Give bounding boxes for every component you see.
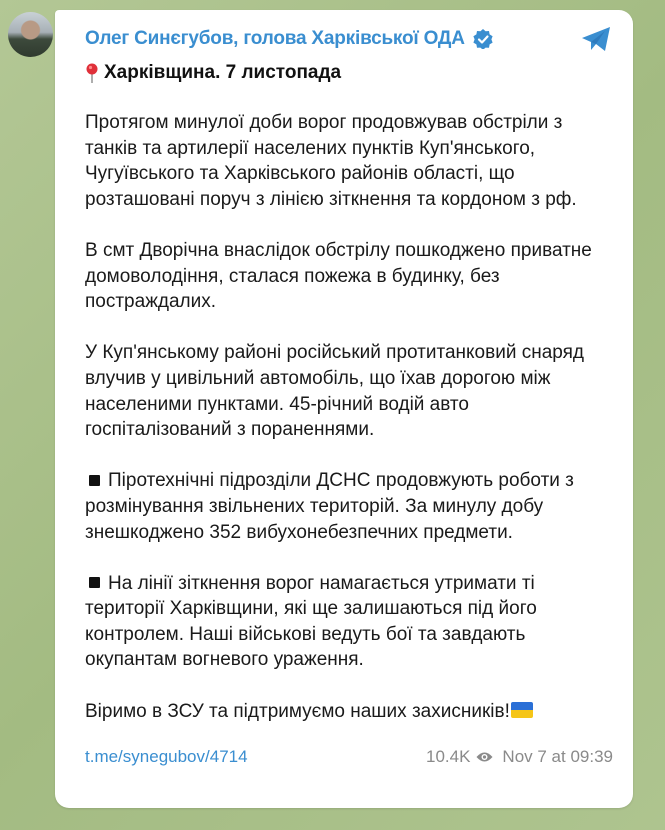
paragraph-closing: Віримо в ЗСУ та підтримуємо наших захисників!	[85, 699, 615, 725]
ukraine-flag-icon	[511, 702, 533, 718]
paragraph-bulleted: Піротехнічні підрозділи ДСНС продовжують роботи з розмінування звільнених територій. За минулу добу знешкоджено 352 вибухонебезпечних предмети.	[85, 470, 574, 543]
channel-name[interactable]: Олег Синєгубов, голова Харківської ОДА	[85, 28, 465, 49]
location-line	[85, 62, 341, 84]
message-meta	[426, 747, 613, 767]
verified-badge-icon	[473, 29, 493, 49]
paragraph: В смт Дворічна внаслідок обстрілу пошкоджено приватне домоволодіння, сталася пожежа в будинку, без постраждалих.	[85, 239, 592, 313]
message-header	[85, 28, 493, 50]
pushpin-icon	[85, 63, 99, 83]
timestamp: Nov 7 at 09:39	[502, 747, 613, 766]
eye-icon	[476, 751, 493, 763]
paragraph-bulleted: На лінії зіткнення ворог намагається утримати ті території Харківщини, які ще залишаються під його контролем. Наші військові ведуть бої та завдають окупантам вогневого ураження.	[85, 572, 537, 671]
post-link[interactable]: t.me/synegubov/4714	[85, 747, 248, 766]
message-footer	[85, 747, 613, 767]
message-bubble	[55, 10, 633, 808]
location-title: Харківщина. 7 листопада	[104, 62, 342, 83]
paragraph: Протягом минулої доби ворог продовжував обстріли з танків та артилерії населених пунктів Куп'янського, Чугуївського та Харківського районів області, що розташовані поруч з лінією зіткнення та кордоном з рф.	[85, 112, 577, 210]
black-square-bullet-icon	[89, 577, 100, 588]
message-body	[85, 110, 615, 724]
channel-avatar[interactable]	[8, 12, 53, 57]
paragraph: У Куп'янському районі російський протитанковий снаряд влучив у цивільний автомобіль, що їхав дорогою між населеними пунктами. 45-річний водій авто госпіталізований з пораненнями.	[85, 342, 585, 441]
black-square-bullet-icon	[89, 475, 100, 486]
view-count: 10.4K	[425, 747, 471, 766]
telegram-share-icon[interactable]	[581, 26, 611, 52]
